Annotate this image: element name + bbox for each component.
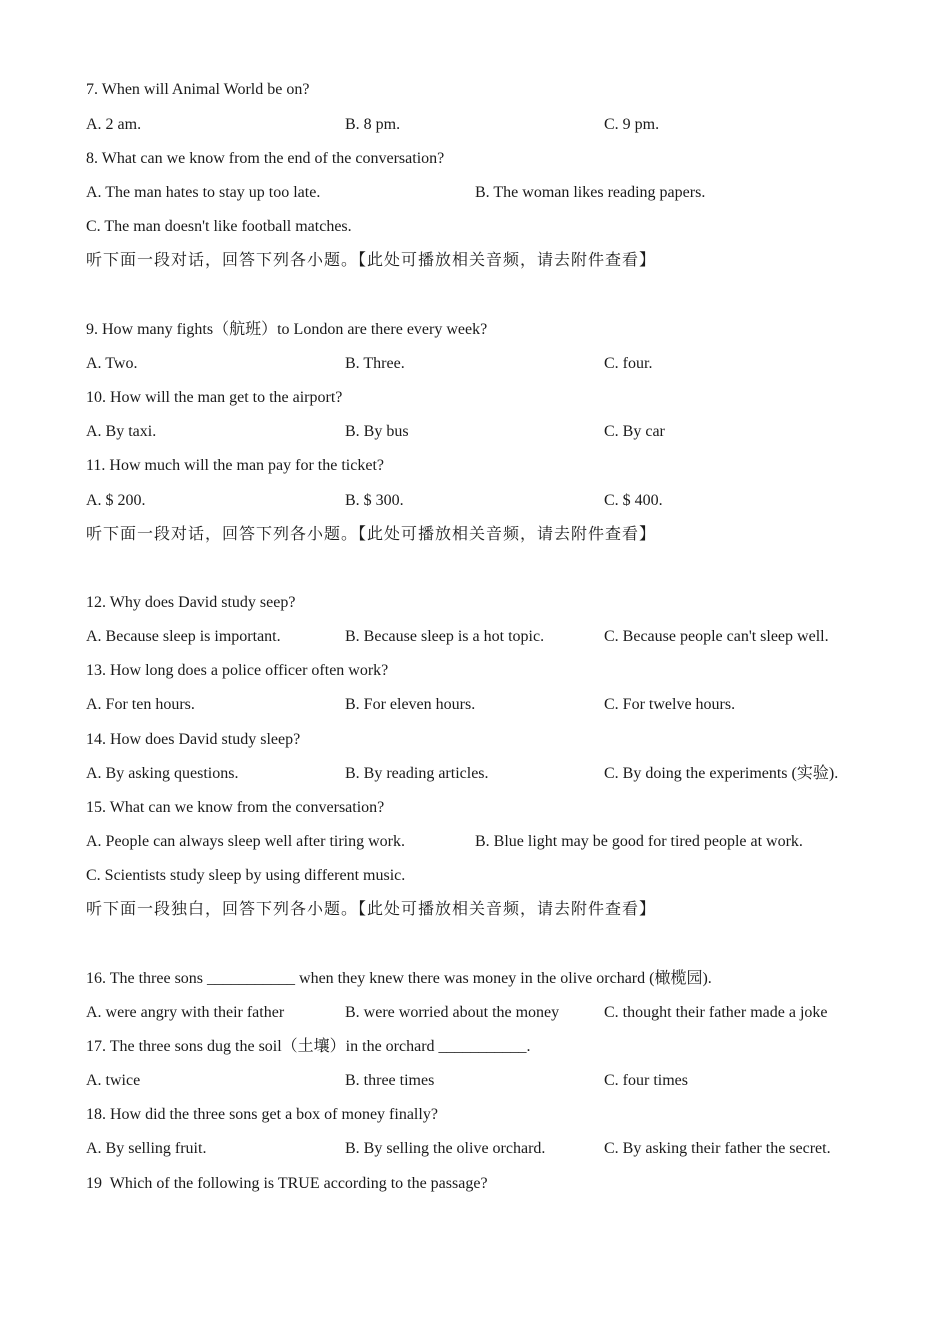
question-18: 18. How did the three sons get a box of money finally?	[86, 1106, 438, 1123]
q16-option-c: C. thought their father made a joke	[604, 1004, 828, 1021]
q12-option-a: A. Because sleep is important.	[86, 628, 281, 645]
q7-option-c: C. 9 pm.	[604, 116, 660, 133]
q17-option-b: B. three times	[345, 1072, 435, 1089]
q17-option-c: C. four times	[604, 1072, 688, 1089]
q11-option-b: B. $ 300.	[345, 492, 404, 509]
question-7: 7. When will Animal World be on?	[86, 81, 310, 98]
question-8: 8. What can we know from the end of the conversation?	[86, 150, 445, 167]
q11-option-c: C. $ 400.	[604, 492, 663, 509]
question-19: 19 Which of the following is TRUE according to the passage?	[86, 1175, 488, 1192]
listening-instruction: 听下面一段独白，回答下列各小题。【此处可播放相关音频，请去附件查看】	[86, 901, 657, 918]
question-16: 16. The three sons ___________ when they knew there was money in the olive orchard (橄榄园).	[86, 970, 712, 987]
q15-option-a: A. People can always sleep well after tiring work.	[86, 833, 406, 850]
q8-option-c: C. The man doesn't like football matches.	[86, 218, 352, 235]
q11-option-a: A. $ 200.	[86, 492, 146, 509]
q14-option-c: C. By doing the experiments (实验).	[604, 765, 839, 782]
q18-option-b: B. By selling the olive orchard.	[345, 1140, 546, 1157]
question-11: 11. How much will the man pay for the ticket?	[86, 457, 384, 474]
question-14: 14. How does David study sleep?	[86, 731, 301, 748]
question-10: 10. How will the man get to the airport?	[86, 389, 343, 406]
q10-option-c: C. By car	[604, 423, 665, 440]
q12-option-b: B. Because sleep is a hot topic.	[345, 628, 545, 645]
q18-option-a: A. By selling fruit.	[86, 1140, 207, 1157]
question-15: 15. What can we know from the conversation?	[86, 799, 385, 816]
q15-option-c: C. Scientists study sleep by using different music.	[86, 867, 406, 884]
q13-option-c: C. For twelve hours.	[604, 696, 736, 713]
q9-option-a: A. Two.	[86, 355, 138, 372]
q12-option-c: C. Because people can't sleep well.	[604, 628, 829, 645]
q13-option-b: B. For eleven hours.	[345, 696, 476, 713]
listening-instruction: 听下面一段对话，回答下列各小题。【此处可播放相关音频，请去附件查看】	[86, 252, 657, 269]
q8-option-a: A. The man hates to stay up too late.	[86, 184, 321, 201]
listening-instruction: 听下面一段对话，回答下列各小题。【此处可播放相关音频，请去附件查看】	[86, 526, 657, 543]
q14-option-a: A. By asking questions.	[86, 765, 239, 782]
q10-option-b: B. By bus	[345, 423, 409, 440]
q7-option-a: A. 2 am.	[86, 116, 142, 133]
q13-option-a: A. For ten hours.	[86, 696, 195, 713]
q17-option-a: A. twice	[86, 1072, 141, 1089]
question-13: 13. How long does a police officer often work?	[86, 662, 389, 679]
q10-option-a: A. By taxi.	[86, 423, 157, 440]
q16-option-b: B. were worried about the money	[345, 1004, 560, 1021]
q15-option-b: B. Blue light may be good for tired people at work.	[475, 833, 803, 850]
question-17: 17. The three sons dug the soil（土壤）in the orchard ___________.	[86, 1038, 531, 1055]
q9-option-b: B. Three.	[345, 355, 405, 372]
q7-option-b: B. 8 pm.	[345, 116, 401, 133]
q8-option-b: B. The woman likes reading papers.	[475, 184, 706, 201]
q16-option-a: A. were angry with their father	[86, 1004, 285, 1021]
q18-option-c: C. By asking their father the secret.	[604, 1140, 831, 1157]
q9-option-c: C. four.	[604, 355, 653, 372]
question-9: 9. How many fights（航班）to London are there every week?	[86, 321, 488, 338]
question-12: 12. Why does David study seep?	[86, 594, 296, 611]
q14-option-b: B. By reading articles.	[345, 765, 489, 782]
